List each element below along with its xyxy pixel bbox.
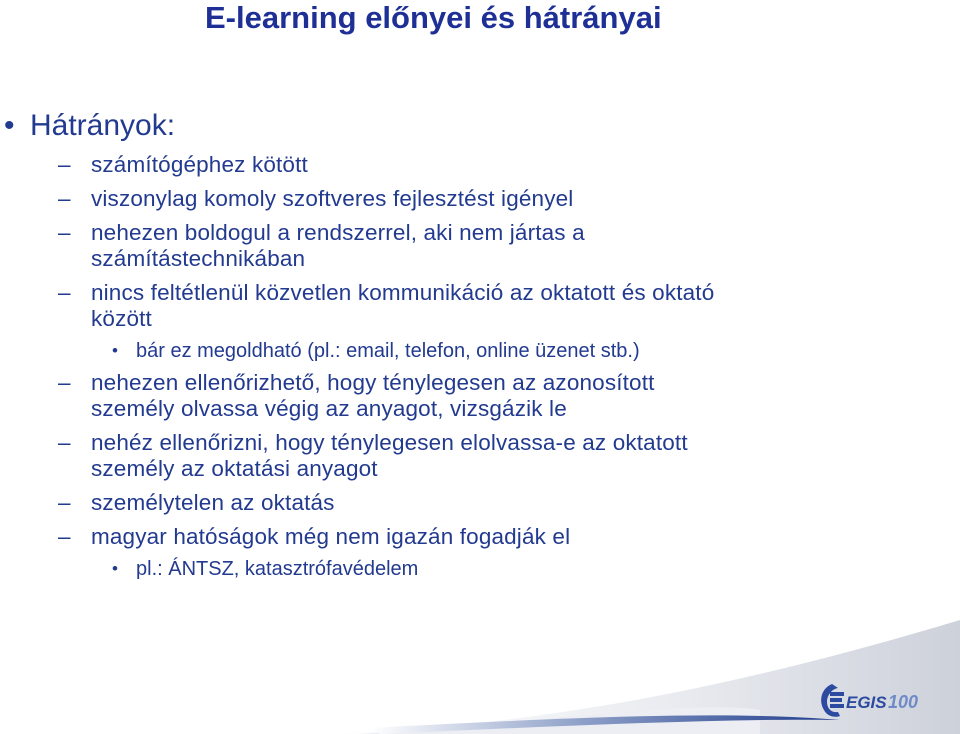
list-item-line: személytelen az oktatás [91, 490, 335, 515]
list-item [0, 280, 930, 332]
dash-bullet-icon: – [58, 152, 71, 177]
section-bullet [0, 108, 930, 144]
dash-bullet-icon: – [58, 186, 71, 211]
list-item [0, 430, 930, 482]
dash-bullet-icon: – [58, 220, 71, 245]
decorative-swoosh [0, 560, 960, 734]
list-item [0, 220, 930, 272]
bullet-dot-icon: • [4, 109, 15, 142]
list-item-line: pl.: ÁNTSZ, katasztrófavédelem [136, 558, 419, 580]
dash-bullet-icon: – [58, 370, 71, 395]
list-item [0, 524, 930, 550]
list-item [0, 186, 930, 212]
section-label: Hátrányok: [30, 109, 176, 142]
list-item-line: nincs feltétlenül közvetlen kommunikáció az oktatott és oktató [91, 280, 715, 305]
list-item-line: nehezen ellenőrizhető, hogy ténylegesen az azonosított [91, 370, 655, 395]
list-item-line: számítástechnikában [91, 246, 306, 271]
list-item-line: bár ez megoldható (pl.: email, telefon, online üzenet stb.) [136, 340, 640, 362]
dash-bullet-icon: – [58, 524, 71, 549]
dash-bullet-icon: – [58, 280, 71, 305]
list-item-line: között [91, 306, 152, 331]
list-item [0, 152, 930, 178]
list-item [0, 490, 930, 516]
dash-bullet-icon: – [58, 430, 71, 455]
list-item-line: nehéz ellenőrizni, hogy ténylegesen elolvassa-e az oktatott [91, 430, 688, 455]
dash-bullet-icon: – [58, 490, 71, 515]
slide-title: E-learning előnyei és hátrányai [205, 0, 662, 35]
sub-list-item [0, 338, 930, 364]
bullet-dot-icon: • [112, 559, 118, 578]
list-item-line: nehezen boldogul a rendszerrel, aki nem jártas a [91, 220, 585, 245]
egis-logo-icon [818, 680, 942, 720]
list-item-line: személy az oktatási anyagot [91, 456, 378, 481]
list-item-line: személy olvassa végig az anyagot, vizsgázik le [91, 396, 567, 421]
bullet-dot-icon: • [112, 341, 118, 360]
list-item-line: viszonylag komoly szoftveres fejlesztést igényel [91, 186, 574, 211]
logo-number: 100 [888, 692, 919, 712]
slide-body [0, 108, 930, 582]
list-item [0, 370, 930, 422]
list-item-line: számítógéphez kötött [91, 152, 308, 177]
logo-text: EGIS [846, 693, 887, 712]
list-item-line: magyar hatóságok még nem igazán fogadják el [91, 524, 571, 549]
